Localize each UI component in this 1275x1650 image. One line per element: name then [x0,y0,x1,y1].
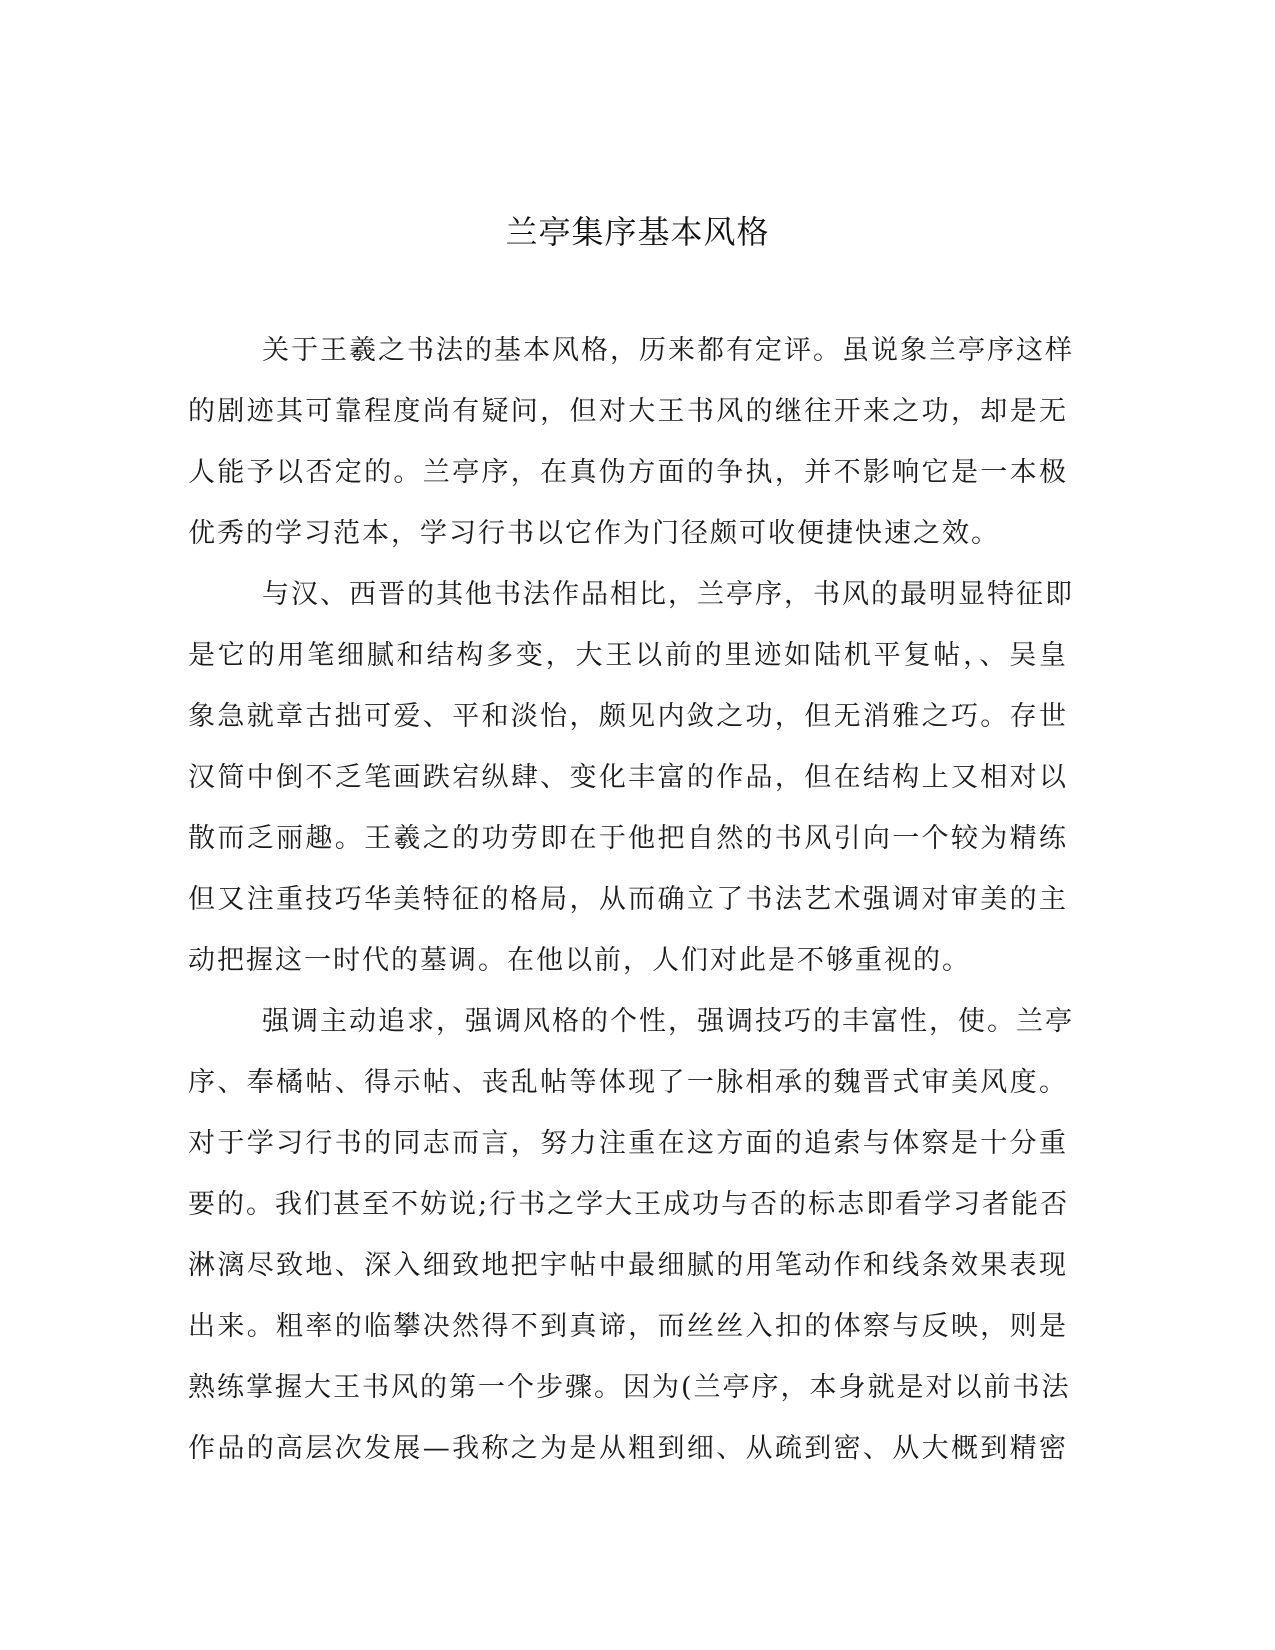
paragraph-1-line-3: 人能予以否定的。兰亭序，在真伪方面的争执，并不影响它是一本极 [188,457,1068,488]
paragraph-2-line-7: 动把握这一时代的墓调。在他以前，人们对此是不够重视的。 [188,945,971,976]
paragraph-3-line-5: 淋漓尽致地、深入细致地把宇帖中最细腻的用笔动作和线条效果表现 [188,1250,1068,1281]
paragraph-2-line-3: 象急就章古拙可爱、平和淡怡，颇见内敛之功，但无消雅之巧。存世 [188,701,1068,732]
paragraph-3-line-4: 要的。我们甚至不妨说;行书之学大王成功与否的标志即看学习者能否 [188,1189,1070,1220]
paragraph-2-line-4: 汉简中倒不乏笔画跌宕纵肆、变化丰富的作品，但在结构上又相对以 [188,762,1068,793]
paragraph-1-line-2: 的剧迹其可靠程度尚有疑问，但对大王书风的继往开来之功，却是无 [188,396,1068,427]
paragraph-2-line-2: 是它的用笔细腻和结构多变，大王以前的里迹如陆机平复帖，、吴皇 [188,640,1068,671]
paragraph-3-line-7: 熟练掌握大王书风的第一个步骤。因为(兰亭序，本身就是对以前书法 [188,1372,1071,1403]
paragraph-1-line-4: 优秀的学习范本，学习行书以它作为门径颇可收便捷快速之效。 [188,518,1000,549]
paragraph-2-line-5: 散而乏丽趣。王羲之的功劳即在于他把自然的书风引向一个较为精练 [188,823,1068,854]
paragraph-3-line-2: 序、奉橘帖、得示帖、丧乱帖等体现了一脉相承的魏晋式审美风度。 [188,1067,1068,1098]
paragraph-3-line-6: 出来。粗率的临攀决然得不到真谛，而丝丝入扣的体察与反映，则是 [188,1311,1068,1342]
document-title: 兰亭集序基本风格 [505,213,770,251]
paragraph-2-line-1: 与汉、西晋的其他书法作品相比，兰亭序，书风的最明显特征即 [262,579,1074,610]
paragraph-3-line-3: 对于学习行书的同志而言，努力注重在这方面的追索与体察是十分重 [188,1128,1068,1159]
paragraph-3-line-8: 作品的高层次发展—我称之为是从粗到细、从疏到密、从大概到精密 [188,1433,1068,1464]
paragraph-3-line-1: 强调主动追求，强调风格的个性，强调技巧的丰富性，使。兰亭 [262,1006,1074,1037]
document-body [188,320,1074,1479]
paragraph-1-line-1: 关于王羲之书法的基本风格，历来都有定评。虽说象兰亭序这样 [262,335,1074,366]
paragraph-2-line-6: 但又注重技巧华美特征的格局，从而确立了书法艺术强调对审美的主 [188,884,1068,915]
